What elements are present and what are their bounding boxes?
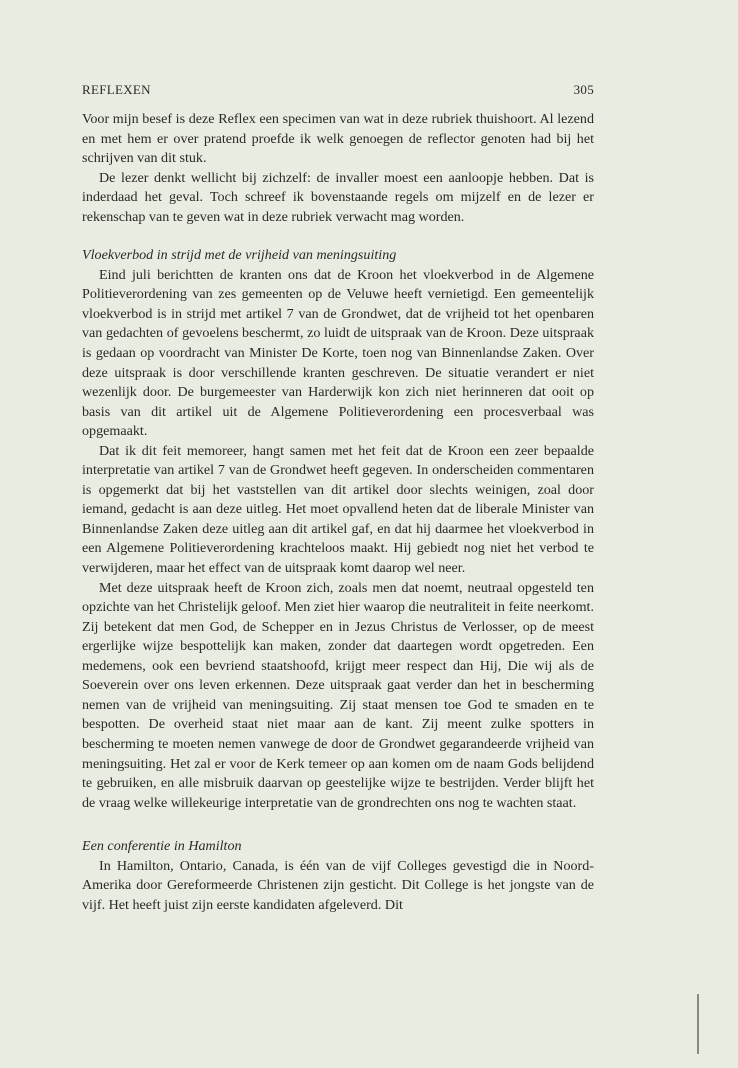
section1-paragraph-2: Dat ik dit feit memoreer, hangt samen met het feit dat de Kroon een zeer bepaalde interpretatie van artikel 7 van de Grondwet heeft gegeven. In onderscheiden commentaren is opgemerkt dat bij het vaststellen van dit artikel door slechts weinigen, zoal door iemand, gedacht is aan deze uitleg. Het moet opvallend heten dat de liberale Minister van Binnenlandse Zaken deze uitleg aan dit artikel gaf, en dat hij daarmee het vloekverbod in een Algemene Politieverordening krachteloos maakt. Hij gebiedt nog niet het verbod te verwijderen, maar het effect van de uitspraak komt daarop wel neer. <box>82 442 594 577</box>
page-edge-mark <box>697 994 699 1054</box>
text-column <box>82 82 594 915</box>
article-body <box>82 110 594 915</box>
intro-paragraph-2: De lezer denkt wellicht bij zichzelf: de invaller moest een aanloopje hebben. Dat is inderdaad het geval. Toch schreef ik bovenstaande regels om mijzelf en de lezer er rekenschap van te geven wat in deze rubriek verwacht mag worden. <box>82 169 594 225</box>
section1-paragraph-1: Eind juli berichtten de kranten ons dat de Kroon het vloekverbod in de Algemene Politieverordening van zes gemeenten op de Veluwe heeft vernietigd. Een gemeentelijk vloekverbod is in strijd met artikel 7 van de Grondwet, dat de vrijheid tot het openbaren van gedachten of gevoelens beschermt, zo luidt de uitspraak van de Kroon. Deze uitspraak is gedaan op voordracht van Minister De Korte, toen nog van Binnenlandse Zaken. Over deze uitspraak is door verschillende kranten geschreven. De situatie verandert er niet wezenlijk door. De burgemeester van Harderwijk kon zich niet herinneren dat ooit op basis van dit artikel uit de Algemene Politieverordening een procesverbaal was opgemaakt. <box>82 266 594 440</box>
section-spacer <box>82 227 594 246</box>
section2-paragraph-1: In Hamilton, Ontario, Canada, is één van de vijf Colleges gevestigd die in Noord-Amerika door Gereformeerde Christenen zijn gesticht. Dit College is het jongste van de vijf. Het heeft juist zijn eerste kandidaten afgeleverd. Dit <box>82 857 594 913</box>
section-spacer <box>82 813 594 837</box>
page-number: 305 <box>573 82 594 97</box>
section1-paragraph-3: Met deze uitspraak heeft de Kroon zich, zoals men dat noemt, neutraal opgesteld ten opzichte van het Christelijk geloof. Men ziet hier waarop die neutraliteit in feite neerkomt. Zij betekent dat men God, de Schepper en in Jezus Christus de Verlosser, op de meest ergerlijke wijze bespottelijk kan maken, zonder dat daartegen wordt opgetreden. Een medemens, ook een bevriend staatshoofd, krijgt meer respect dan Hij, Die wij als de Soeverein over ons leven erkennen. Deze uitspraak gaat verder dan het in bescherming nemen van de vrijheid van meningsuiting. Zij staat mensen toe God te smaden en te bespotten. De overheid staat niet maar aan de kant. Zij meent zulke spotters in bescherming te moeten nemen vanwege de door de Grondwet gegarandeerde vrijheid van meningsuiting. Het zal er voor de Kerk temeer op aan komen om de naam Gods belijdend te gebruiken, en alle misbruik daarvan op geestelijke wijze te bestrijden. Verder blijft het de vraag welke willekeurige interpretatie van de grondrechten ons nog te wachten staat. <box>82 579 594 811</box>
section-heading-vloekverbod: Vloekverbod in strijd met de vrijheid van meningsuiting <box>82 247 397 264</box>
running-title: REFLEXEN <box>82 82 151 97</box>
intro-paragraph-1: Voor mijn besef is deze Reflex een specimen van wat in deze rubriek thuishoort. Al lezend en met hem er over pratend proefde ik welk genoegen de reflector genoten had bij het schrijven van dit stuk. <box>82 111 594 167</box>
running-header <box>82 82 594 110</box>
section-heading-hamilton: Een conferentie in Hamilton <box>82 838 242 855</box>
